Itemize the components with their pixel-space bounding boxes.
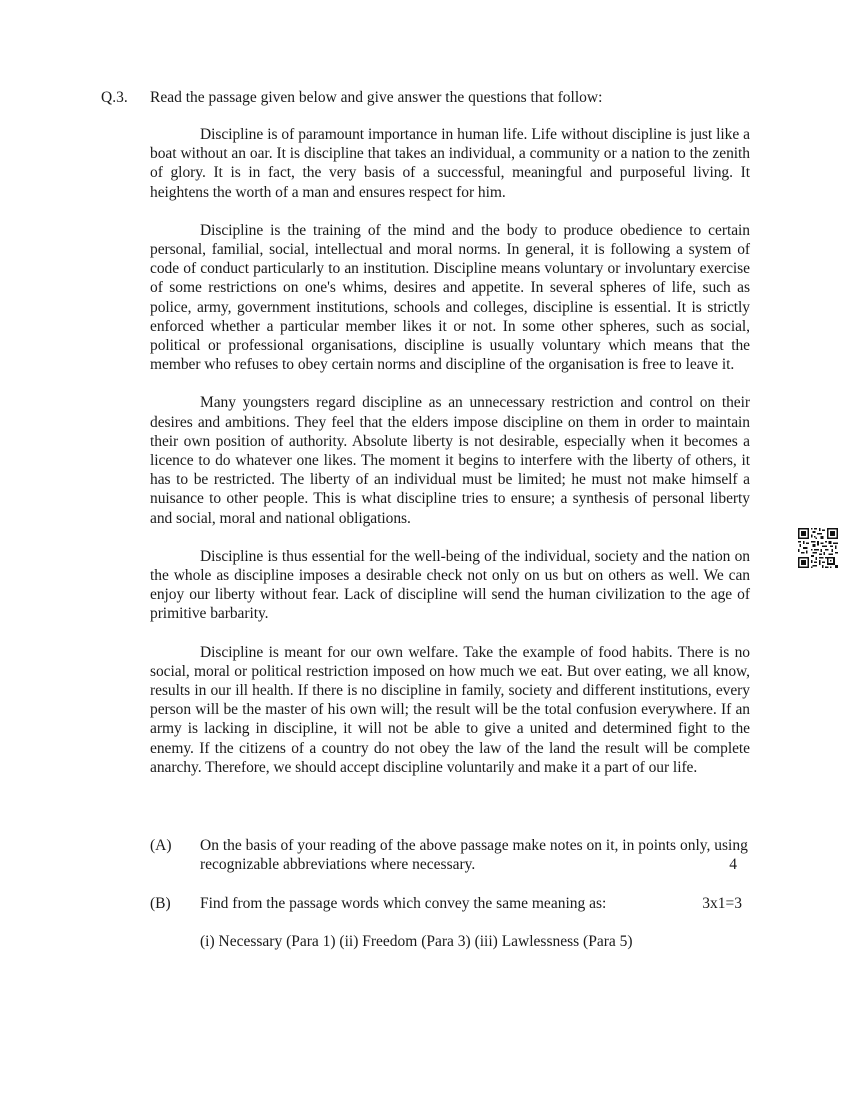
subquestion-b-word-list: (i) Necessary (Para 1) (ii) Freedom (Para 3) (iii) Lawlessness (Para 5): [200, 933, 633, 950]
subquestion-b-label: (B): [150, 895, 171, 912]
passage-paragraph-4: Discipline is thus essential for the well-being of the individual, society and the nation on the whole as discipline imposes a desirable check not only on us but on others as well. We can enjoy our liberty without fear. Lack of discipline will send the human civilization to the age of primitive barbarity.: [150, 547, 750, 623]
qr-code-icon: [798, 528, 838, 568]
passage: [150, 125, 750, 796]
passage-paragraph-5: Discipline is meant for our own welfare. Take the example of food habits. There is no social, moral or political restriction imposed on how much we eat. But over eating, we all know, results in our ill health. If there is no discipline in family, society and different institutions, every person will be the master of his own will; the result will be the total confusion everywhere. If an army is lacking in discipline, it will not be able to give a united and determined fight to the enemy. If the citizens of a country do not obey the law of the land the result will be complete anarchy. Therefore, we should accept discipline voluntarily and make it a part of our life.: [150, 643, 750, 776]
subquestion-a-text: On the basis of your reading of the above passage make notes on it, in points only, using recognizable abbreviations where necessary.: [200, 837, 748, 874]
passage-paragraph-1: Discipline is of paramount importance in human life. Life without discipline is just like a boat without an oar. It is discipline that takes an individual, a community or a nation to the zenith of glory. It is in fact, the very basis of a successful, meaningful and purposeful living. It heightens the worth of a man and ensures respect for him.: [150, 126, 750, 201]
subquestion-b-marks: 3x1=3: [702, 895, 742, 912]
question-intro: Read the passage given below and give answer the questions that follow:: [150, 89, 603, 106]
subquestion-a-marks: 4: [729, 856, 737, 874]
subquestion-b-items: [150, 932, 750, 951]
passage-paragraph-2: Discipline is the training of the mind and the body to produce obedience to certain personal, familial, social, intellectual and moral norms. In general, it is following a system of code of conduct particularly to an institution. Discipline means voluntary or involuntary exercise of some restrictions on one's whims, desires and appetite. In several spheres of life, such as police, army, government institutions, schools and colleges, discipline is essential. It is strictly enforced whether a particular member likes it or not. In some other spheres, such as social, political or professional organisations, discipline is usually voluntary which means that the member who refuses to obey certain norms and discipline of the organisation is free to leave it.: [150, 221, 750, 374]
subquestion-a: [150, 836, 750, 874]
passage-paragraph-3: Many youngsters regard discipline as an unnecessary restriction and control on their desires and ambitions. They feel that the elders impose discipline on them in order to maintain their own position of authority. Absolute liberty is not desirable, especially when it becomes a licence to do whatever one likes. The moment it begins to interfere with the liberty of others, it has to be restricted. The liberty of an individual must be limited; he must not make himself a nuisance to other people. This is what discipline tries to ensure; a synthesis of personal liberty and social, moral and national obligations.: [150, 394, 750, 527]
subquestion-a-label: (A): [150, 837, 172, 854]
question-number: Q.3.: [101, 89, 128, 106]
subquestion-b-text: Find from the passage words which convey the same meaning as:: [200, 895, 607, 912]
subquestion-b: [150, 894, 750, 913]
